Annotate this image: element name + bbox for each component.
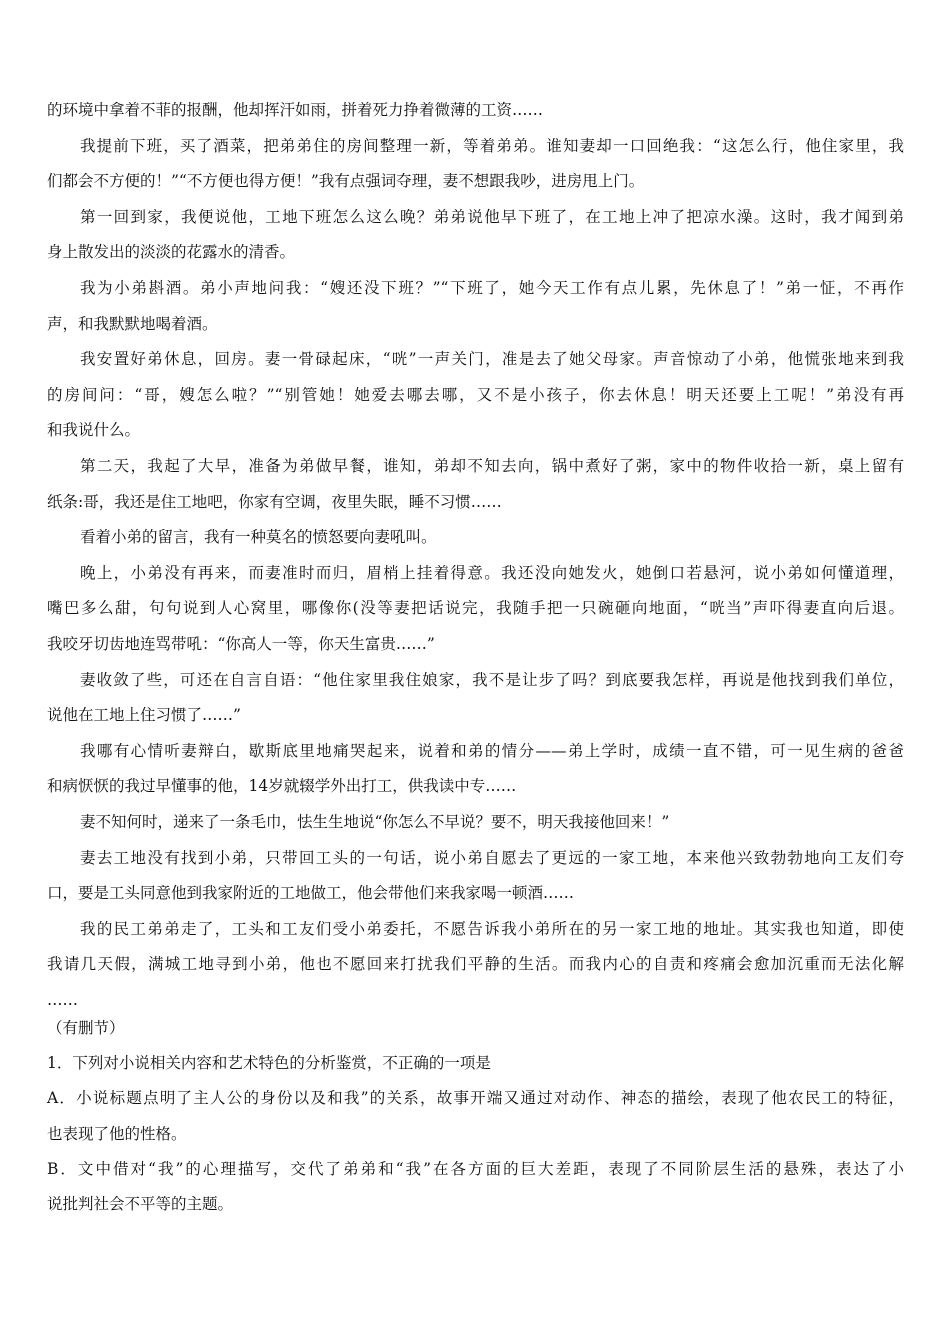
story-line: 我哪有心情听妻辩白，歇斯底里地痛哭起来，说着和弟的情分——弟上学时，成绩一直不错，可一见生病的爸爸 bbox=[80, 742, 904, 760]
story-line: 我的民工弟弟走了，工头和工友们受小弟委托，不愿告诉我小弟所在的另一家工地的地址。其实我也知道，即使 bbox=[80, 920, 904, 938]
story-line: 和我说什么。 bbox=[47, 421, 141, 439]
story-line: 我安置好弟休息，回房。妻一骨碌起床，“咣”一声关门，准是去了她父母家。声音惊动了小弟，他慌张地来到我 bbox=[80, 350, 904, 368]
story-line: 我咬牙切齿地连骂带吼：“你高人一等，你天生富贵……” bbox=[47, 635, 435, 653]
story-line: 说他在工地上住习惯了……” bbox=[47, 706, 241, 724]
story-line: 妻去工地没有找到小弟，只带回工头的一句话，说小弟自愿去了更远的一家工地，本来他兴致勃勃地向工友们夸 bbox=[80, 849, 904, 867]
option-a-line-1: A．小说标题点明了主人公的身份以及和我”的关系，故事开端又通过对动作、神态的描绘，表现了他农民工的特征， bbox=[47, 1089, 904, 1107]
story-line: 妻不知何时，递来了一条毛巾，怯生生地说“你怎么不早说？要不，明天我接他回来！” bbox=[80, 813, 670, 831]
story-line: 的房间问：“哥，嫂怎么啦？”“别管她！她爱去哪去哪，又不是小孩子，你去休息！明天还要上工呢！”弟没有再 bbox=[47, 386, 904, 404]
story-line: …… bbox=[47, 991, 78, 1009]
abridged-note: （有删节） bbox=[47, 1019, 125, 1037]
story-line: 的环境中拿着不菲的报酬，他却挥汗如雨，拼着死力挣着微薄的工资…… bbox=[47, 101, 544, 119]
story-line: 们都会不方便的！”“不方便也得方便！”我有点强词夺理，妻不想跟我吵，进房甩上门。 bbox=[47, 172, 645, 190]
story-line: 我提前下班，买了酒菜，把弟弟住的房间整理一新，等着弟弟。谁知妻却一口回绝我：“这怎么行，他住家里，我 bbox=[80, 137, 904, 155]
option-b-line-2: 说批判社会不平等的主题。 bbox=[47, 1195, 234, 1213]
question-stem: 1．下列对小说相关内容和艺术特色的分析鉴赏，不正确的一项是 bbox=[47, 1054, 491, 1072]
story-line: 声，和我默默地喝着酒。 bbox=[47, 315, 218, 333]
story-line: 纸条:哥，我还是住工地吧，你家有空调，夜里失眠，睡不习惯…… bbox=[47, 493, 502, 511]
story-line: 妻收敛了些，可还在自言自语：“他住家里我住娘家，我不是让步了吗？到底要我怎样，再说是他找到我们单位， bbox=[80, 671, 904, 689]
story-line: 第二天，我起了大早，准备为弟做早餐，谁知，弟却不知去向，锅中煮好了粥，家中的物件收拾一新，桌上留有 bbox=[80, 457, 904, 475]
story-line: 我请几天假，满城工地寻到小弟，他也不愿回来打扰我们平静的生活。而我内心的自责和疼痛会愈加沉重而无法化解 bbox=[47, 955, 904, 973]
option-a-line-2: 也表现了他的性格。 bbox=[47, 1125, 187, 1143]
story-line: 晚上，小弟没有再来，而妻准时而归，眉梢上挂着得意。我还没向她发火，她倒口若悬河，说小弟如何懂道理， bbox=[80, 564, 904, 582]
story-line: 口，要是工头同意他到我家附近的工地做工，他会带他们来我家喝一顿酒…… bbox=[47, 884, 575, 902]
story-line: 嘴巴多么甜，句句说到人心窝里，哪像你(没等妻把话说完，我随手把一只碗砸向地面，“咣当”声吓得妻直向后退。 bbox=[47, 599, 904, 617]
story-line: 身上散发出的淡淡的花露水的清香。 bbox=[47, 243, 296, 261]
story-line: 第一回到家，我便说他，工地下班怎么这么晚？弟弟说他早下班了，在工地上冲了把凉水澡。这时，我才闻到弟 bbox=[80, 208, 904, 226]
option-b-line-1: B．文中借对“我”的心理描写，交代了弟弟和“我”在各方面的巨大差距，表现了不同阶层生活的悬殊，表达了小 bbox=[47, 1160, 904, 1178]
story-line: 我为小弟斟酒。弟小声地问我：“嫂还没下班？”“下班了，她今天工作有点儿累，先休息了！”弟一怔，不再作 bbox=[80, 279, 904, 297]
story-line: 和病恹恹的我过早懂事的他，14岁就辍学外出打工，供我读中专…… bbox=[47, 777, 517, 795]
story-line: 看着小弟的留言，我有一种莫名的愤怒要向妻吼叫。 bbox=[80, 528, 437, 546]
